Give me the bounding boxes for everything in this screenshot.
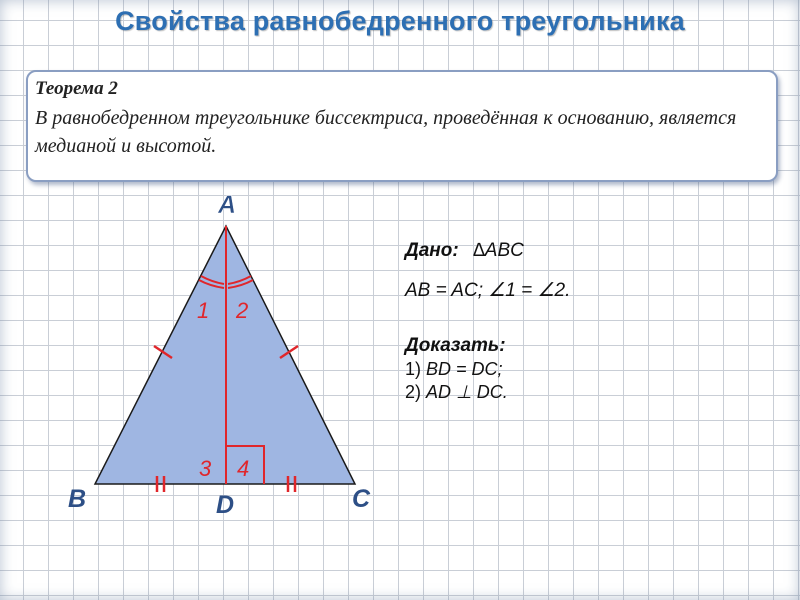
vertex-label-a: A bbox=[218, 191, 237, 219]
angle-label-4: 4 bbox=[237, 456, 250, 481]
prove-item-1-text: BD = DC; bbox=[426, 359, 503, 379]
prove-item-1 bbox=[405, 359, 508, 382]
prove-item-2-num: 2) bbox=[405, 382, 422, 402]
given-triangle: ∆ABC bbox=[473, 240, 524, 261]
given-label: Дано: bbox=[405, 240, 459, 261]
given-conditions: AB = AC; ∠1 = ∠2. bbox=[405, 280, 571, 301]
prove-item-2-text: AD ⊥ DC. bbox=[426, 382, 508, 402]
slide-title: Свойства равнобедренного треугольника bbox=[115, 6, 685, 36]
given-block bbox=[405, 240, 524, 262]
vertex-label-c: C bbox=[352, 485, 371, 513]
angle-label-3: 3 bbox=[199, 456, 212, 481]
prove-item-1-num: 1) bbox=[405, 359, 422, 379]
prove-item-2 bbox=[405, 382, 508, 405]
theorem-text: В равнобедренном треугольнике биссектриса, проведённая к основанию, является медианой и высотой. bbox=[35, 107, 737, 157]
prove-label: Доказать: bbox=[405, 335, 506, 356]
angle-label-1: 1 bbox=[197, 298, 210, 323]
prove-block bbox=[405, 335, 508, 405]
angle-label-2: 2 bbox=[236, 298, 249, 323]
vertex-label-d: D bbox=[216, 491, 235, 519]
theorem-heading: Теорема 2 bbox=[35, 78, 118, 99]
vertex-label-b: B bbox=[68, 485, 87, 513]
